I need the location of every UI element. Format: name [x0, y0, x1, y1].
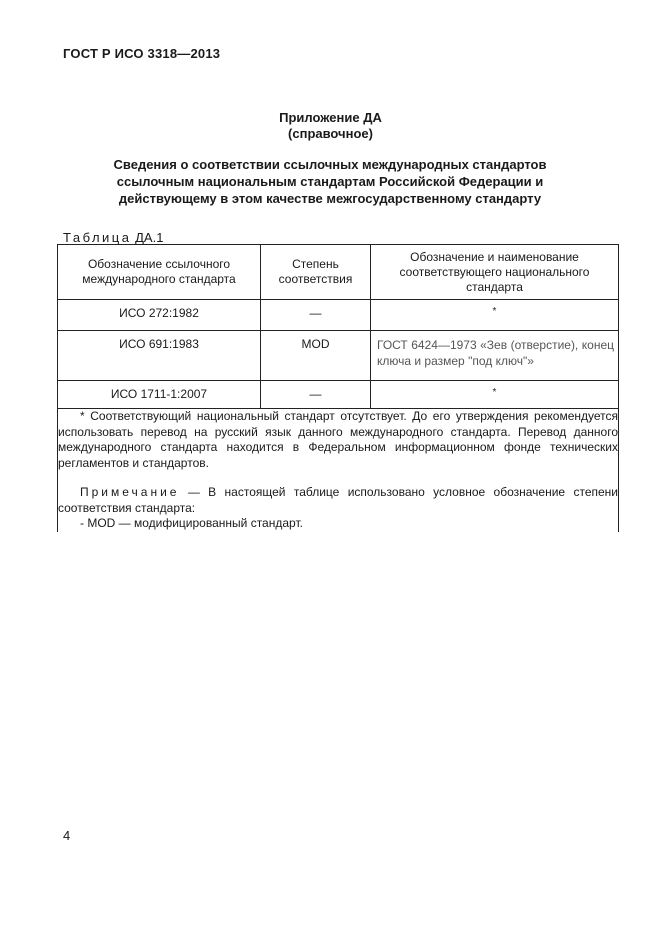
table-notes — [58, 409, 619, 532]
table-row — [58, 381, 619, 409]
note-text: — В настоящей таблице использовано условное обозначение степени соответствия стандарта: — [58, 485, 618, 515]
heading-line: Сведения о соответствии ссылочных международных стандартов — [113, 157, 547, 172]
note-item: - MOD — модифицированный стандарт. — [80, 516, 303, 530]
table-row — [58, 331, 619, 381]
heading-line: действующему в этом качестве межгосударственному стандарту — [118, 191, 542, 206]
note-label: Примечание — [80, 485, 180, 499]
table-cell: ИСО 691:1983 — [58, 331, 261, 381]
table-cell: — — [261, 300, 371, 331]
table-cell: MOD — [261, 331, 371, 381]
page-number: 4 — [63, 828, 71, 843]
document-header: ГОСТ Р ИСО 3318—2013 — [63, 46, 221, 61]
table-cell: — — [261, 381, 371, 409]
table-cell: * — [371, 381, 619, 409]
table-notes-row — [58, 409, 619, 532]
table-cell: * — [371, 300, 619, 331]
table-caption-number: ДА.1 — [135, 230, 164, 245]
column-header: Обозначение ссылочного международного стандарта — [58, 245, 261, 300]
appendix-subtitle: (справочное) — [288, 126, 373, 141]
table-footnote: * Соответствующий национальный стандарт отсутствует. До его утверждения рекомендуется использовать перевод на русский язык данного международного стандарта. Перевод данного международного стандарта находится в Федеральном информационном фонде технических регламентов и стандартов. — [58, 409, 618, 470]
column-header: Обозначение и наименование соответствующего национального стандарта — [371, 245, 619, 300]
table-caption-label: Таблица — [63, 230, 132, 245]
correspondence-table — [57, 244, 619, 532]
table-caption — [63, 230, 163, 245]
heading-line: ссылочным национальным стандартам Российской Федерации и — [116, 174, 544, 189]
table-row — [58, 300, 619, 331]
column-header: Степень соответствия — [261, 245, 371, 300]
table-note — [58, 485, 618, 516]
table-cell: ГОСТ 6424—1973 «Зев (отверстие), конец ключа и размер "под ключ"» — [371, 331, 619, 381]
table-cell: ИСО 272:1982 — [58, 300, 261, 331]
table-cell: ИСО 1711-1:2007 — [58, 381, 261, 409]
appendix-heading — [80, 156, 580, 207]
table-header-row — [58, 245, 619, 300]
appendix-title: Приложение ДА — [279, 110, 382, 125]
